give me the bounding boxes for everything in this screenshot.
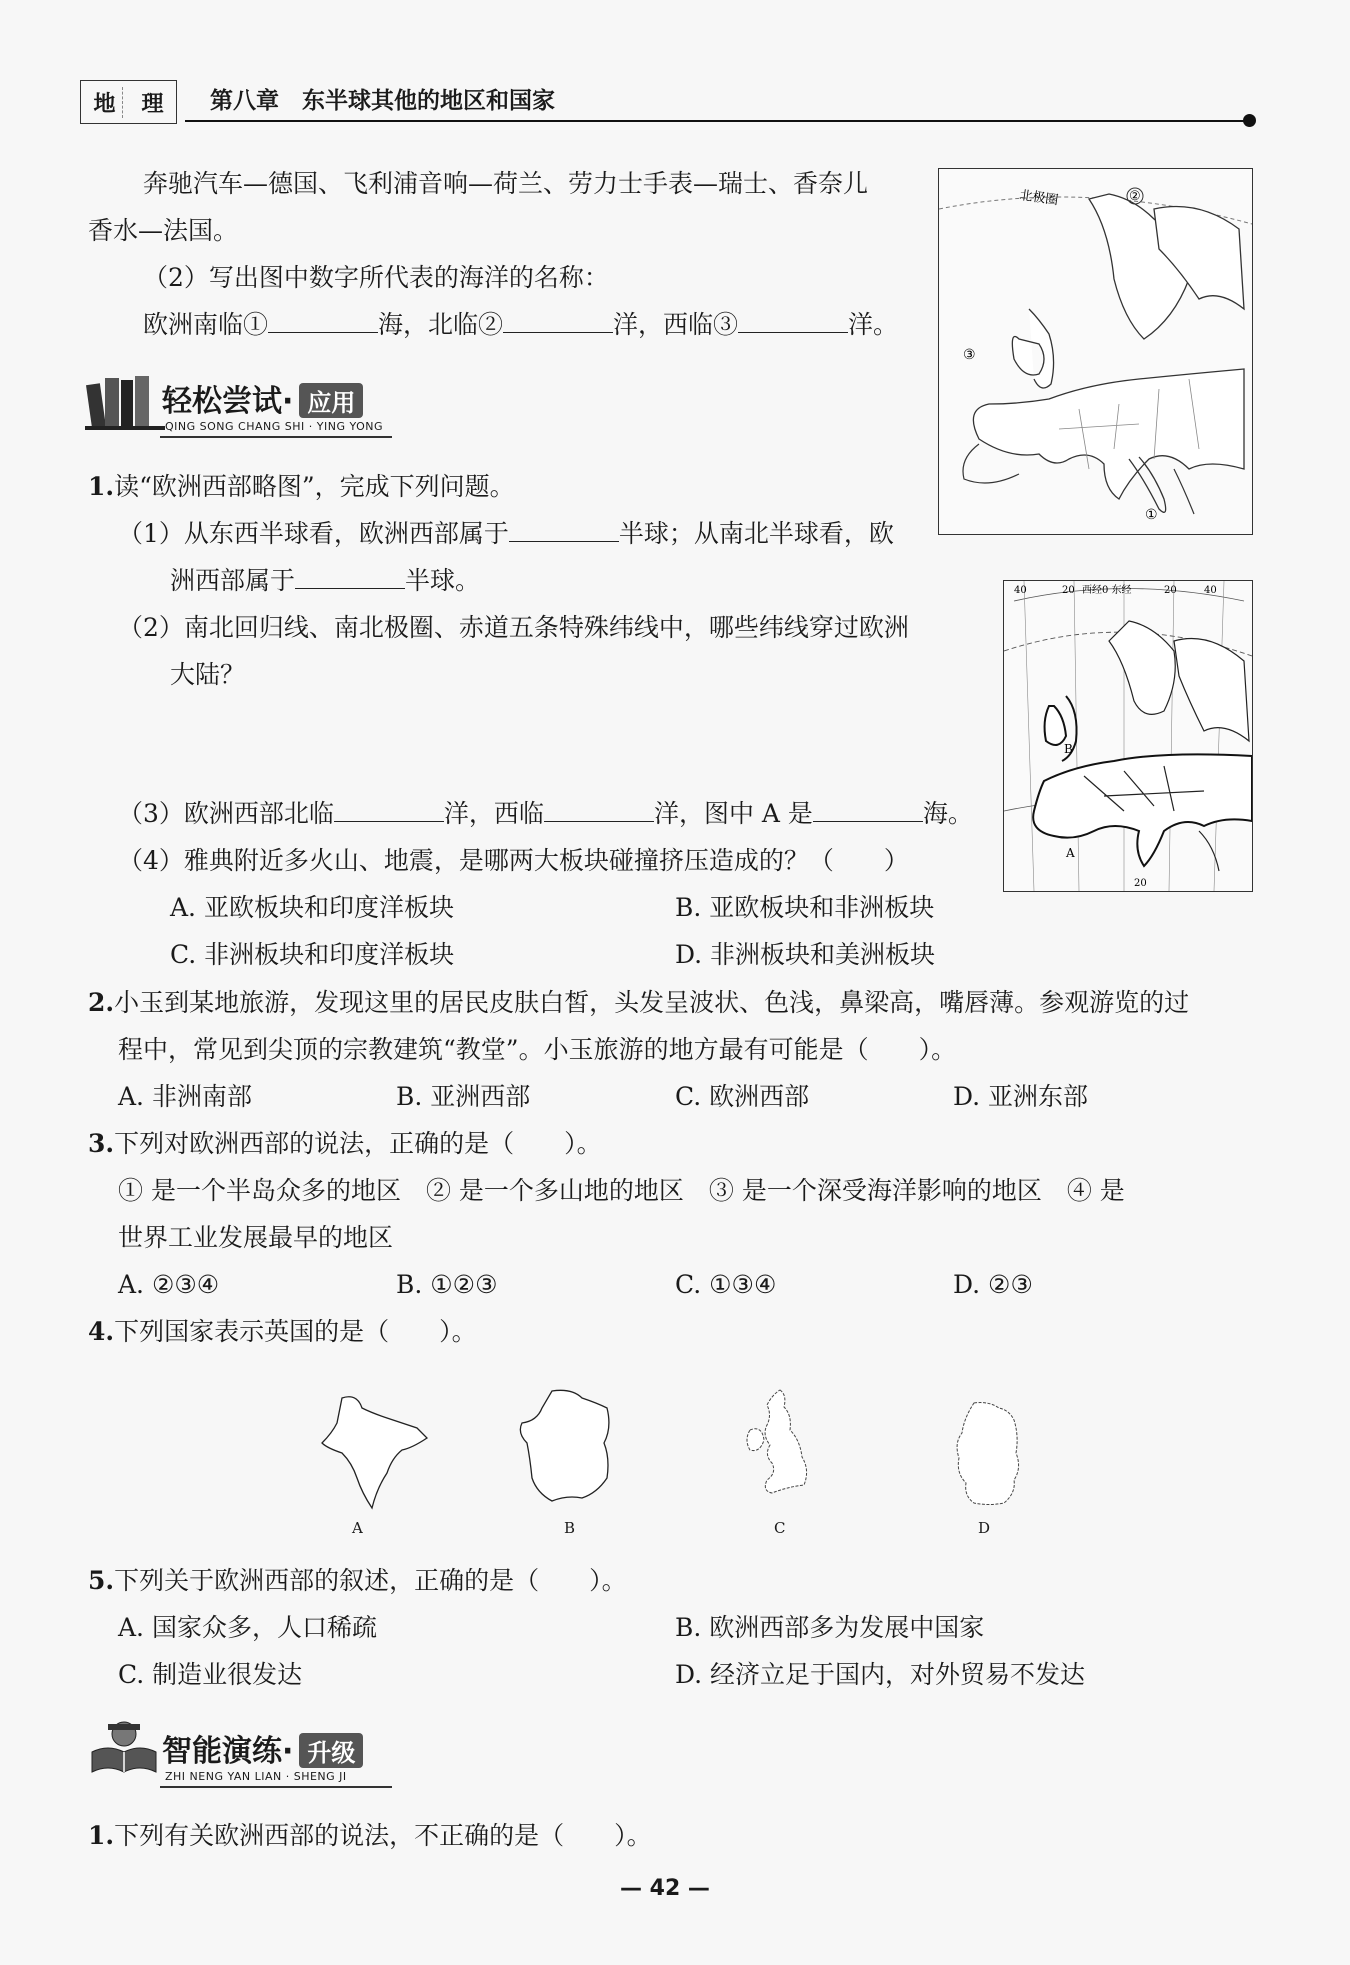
lat-label: 20 [1134, 878, 1147, 889]
subject-label [80, 80, 177, 124]
section-title-text: 智能演练· [162, 1734, 294, 1769]
fill-text: 海，北临② [378, 310, 504, 339]
option-d[interactable]: D. 非洲板块和美洲板块 [675, 940, 936, 969]
fill-text: 洋，西临③ [613, 310, 739, 339]
header-rule [185, 120, 1250, 122]
option-a[interactable]: A. 非洲南部 [118, 1082, 252, 1111]
question-number: 1. [88, 472, 115, 501]
question-text: 下列对欧洲西部的说法，正确的是（ ）。 [114, 1129, 602, 1158]
lon-label: 20 [1164, 585, 1177, 596]
question-text: （3）欧洲西部北临 [118, 799, 334, 828]
europe-map [938, 168, 1253, 535]
q1-part-2-cont: 大陆？ [170, 660, 246, 689]
q1-part-4: （4）雅典附近多火山、地震，是哪两大板块碰撞挤压造成的？（ ） [118, 846, 909, 875]
country-outline-uk[interactable] [742, 1385, 822, 1510]
option-c[interactable]: C. 欧洲西部 [675, 1082, 810, 1111]
question-number: 4. [88, 1317, 115, 1346]
question-text: （1）从东西半球看，欧洲西部属于 [118, 519, 509, 548]
option-b[interactable]: B. ①②③ [396, 1270, 498, 1299]
sea-label-1: ① [1145, 507, 1158, 523]
option-c[interactable]: C. 非洲板块和印度洋板块 [170, 940, 455, 969]
q3-line-1 [88, 1120, 602, 1167]
q5-line [88, 1557, 627, 1604]
q1-part-1 [118, 510, 894, 557]
question-text: 半球；从南北半球看，欧 [618, 519, 894, 548]
question-text: 海。 [922, 799, 973, 828]
chapter-title: 第八章 东半球其他的地区和国家 [210, 88, 555, 114]
shape-label-b: B [564, 1519, 576, 1537]
lon-label: 20 [1062, 585, 1075, 596]
lon-label: 40 [1204, 585, 1217, 596]
question-text: 洋，图中 A 是 [653, 799, 813, 828]
question-number: 2. [88, 988, 115, 1017]
page-number: — 42 — [620, 1876, 710, 1901]
option-a[interactable]: A. 亚欧板块和印度洋板块 [170, 893, 454, 922]
answer-blank[interactable] [268, 310, 378, 333]
header-dot [1243, 114, 1256, 127]
section-title-qingsong [162, 376, 363, 420]
answer-blank[interactable] [544, 799, 654, 822]
answer-blank[interactable] [509, 519, 619, 542]
intro-line-1: 奔驰汽车—德国、飞利浦音响—荷兰、劳力士手表—瑞士、香奈儿 [143, 169, 869, 198]
q2-line-2: 程中，常见到尖顶的宗教建筑“教堂”。小玉旅游的地方最有可能是（ ）。 [118, 1035, 957, 1064]
europe-map-drawing [939, 169, 1252, 534]
section-underline [160, 436, 392, 438]
western-europe-map-drawing [1004, 581, 1252, 891]
intro-question-2: （2）写出图中数字所代表的海洋的名称： [143, 263, 609, 292]
map-label-b: B [1064, 742, 1073, 756]
question-text: 小玉到某地旅游，发现这里的居民皮肤白皙，头发呈波状、色浅，鼻梁高，嘴唇薄。参观游览的过 [114, 988, 1190, 1017]
answer-blank[interactable] [295, 566, 405, 589]
shape-label-c: C [774, 1519, 786, 1537]
option-a[interactable]: A. ②③④ [118, 1270, 220, 1299]
option-c[interactable]: C. ①③④ [675, 1270, 777, 1299]
question-number: 3. [88, 1129, 115, 1158]
western-europe-map [1003, 580, 1253, 892]
open-book-icon [88, 1718, 160, 1778]
ocean-label-3: ③ [963, 347, 976, 363]
lon-label: 西经0 东经 [1082, 585, 1132, 596]
q2-line-1 [88, 979, 1189, 1026]
question-text: 下列国家表示英国的是（ ）。 [114, 1317, 477, 1346]
country-outline-germany[interactable] [944, 1398, 1029, 1513]
question-text: 洋，西临 [443, 799, 544, 828]
section-pinyin: ZHI NENG YAN LIAN · SHENG JI [165, 1770, 347, 1783]
option-b[interactable]: B. 欧洲西部多为发展中国家 [675, 1613, 985, 1642]
option-c[interactable]: C. 制造业很发达 [118, 1660, 303, 1689]
section-title-text: 轻松尝试· [162, 384, 294, 419]
q1-part-3 [118, 790, 973, 837]
question-number: 1. [88, 1821, 115, 1850]
shape-label-a: A [352, 1519, 363, 1537]
subject-char: 理 [141, 91, 164, 117]
lon-label: 40 [1014, 585, 1027, 596]
ocean-label-2: ② [1129, 189, 1141, 204]
q1-part-1-cont [170, 557, 480, 604]
section-underline [160, 1786, 392, 1788]
question-text: 下列有关欧洲西部的说法，不正确的是（ ）。 [114, 1821, 652, 1850]
section-badge: 应用 [299, 383, 363, 418]
q1-part-2: （2）南北回归线、南北极圈、赤道五条特殊纬线中，哪些纬线穿过欧洲 [118, 613, 909, 642]
intro-line-2: 香水—法国。 [88, 216, 239, 245]
sea-label-a: A [1066, 846, 1075, 860]
answer-blank[interactable] [738, 310, 848, 333]
question-text: 洲西部属于 [170, 566, 296, 595]
question-number: 5. [88, 1566, 115, 1595]
option-b[interactable]: B. 亚欧板块和非洲板块 [675, 893, 935, 922]
section-pinyin: QING SONG CHANG SHI · YING YONG [165, 420, 383, 433]
intro-fill-line [143, 301, 898, 348]
z1-line [88, 1812, 652, 1859]
section-title-zhineng [162, 1726, 363, 1770]
answer-blank[interactable] [334, 799, 444, 822]
option-d[interactable]: D. 亚洲东部 [953, 1082, 1089, 1111]
country-outline-france[interactable] [512, 1383, 622, 1508]
q1-stem [88, 463, 515, 510]
answer-blank[interactable] [503, 310, 613, 333]
q3-line-3: 世界工业发展最早的地区 [118, 1223, 394, 1252]
question-text: 下列关于欧洲西部的叙述，正确的是（ ）。 [114, 1566, 627, 1595]
q4-line [88, 1308, 477, 1355]
option-a[interactable]: A. 国家众多，人口稀疏 [118, 1613, 377, 1642]
question-text: 读“欧洲西部略图”，完成下列问题。 [114, 472, 515, 501]
arctic-circle-label: 北极圈 [1018, 188, 1060, 209]
books-icon [85, 370, 165, 432]
option-d[interactable]: D. 经济立足于国内，对外贸易不发达 [675, 1660, 1086, 1689]
option-b[interactable]: B. 亚洲西部 [396, 1082, 531, 1111]
option-d[interactable]: D. ②③ [953, 1270, 1033, 1299]
country-outline-india[interactable] [312, 1388, 442, 1518]
answer-blank[interactable] [813, 799, 923, 822]
subject-char: 地 [87, 87, 122, 118]
section-badge: 升级 [299, 1733, 363, 1768]
q3-line-2: ① 是一个半岛众多的地区 ② 是一个多山地的地区 ③ 是一个深受海洋影响的地区 ④ 是 [118, 1176, 1125, 1205]
question-text: 半球。 [405, 566, 481, 595]
fill-text: 洋。 [848, 310, 899, 339]
shape-label-d: D [978, 1519, 991, 1537]
fill-text: 欧洲南临① [143, 310, 269, 339]
